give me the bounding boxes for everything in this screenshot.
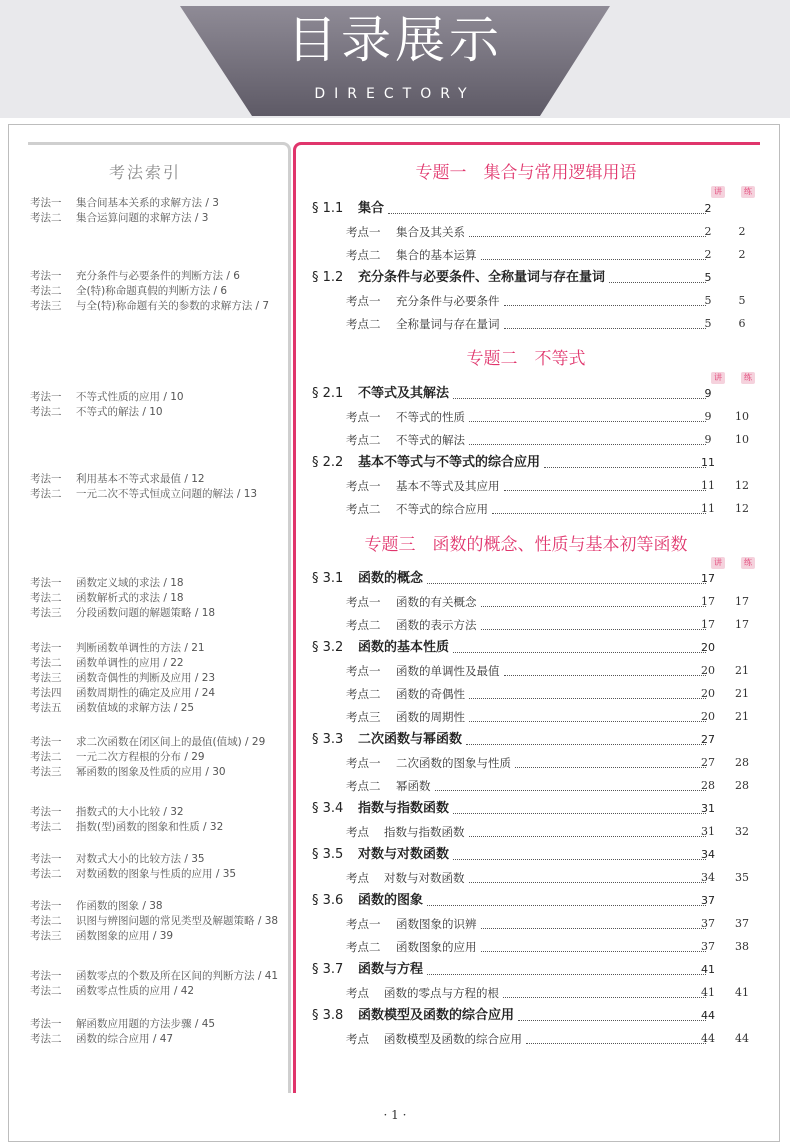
index-item-label: 考法二 bbox=[30, 751, 62, 763]
point-title: 二次函数的图象与性质 bbox=[396, 753, 515, 773]
toc-point-row[interactable] bbox=[346, 499, 754, 519]
index-item-text: 与全(特)称命题有关的参数的求解方法 / 7 bbox=[76, 300, 270, 312]
point-label: 考点 bbox=[346, 1032, 369, 1046]
index-item-text: 全(特)称命题真假的判断方法 / 6 bbox=[76, 285, 228, 297]
point-label: 考点二 bbox=[346, 317, 381, 331]
index-item-label: 考法一 bbox=[30, 1018, 62, 1030]
section-title: 函数的基本性质 bbox=[358, 638, 453, 658]
index-item-label: 考法一 bbox=[30, 391, 62, 403]
page-jiang: 34 bbox=[701, 848, 715, 861]
index-item-text: 一元二次方程根的分布 / 29 bbox=[76, 751, 205, 763]
section-number: § 3.5 bbox=[312, 847, 344, 862]
toc-section-row[interactable] bbox=[312, 384, 754, 404]
index-item-text: 分段函数问题的解题策略 / 18 bbox=[76, 607, 216, 619]
index-item bbox=[30, 488, 257, 501]
index-item-text: 函数图象的应用 / 39 bbox=[76, 930, 174, 942]
index-item-label: 考法一 bbox=[30, 473, 62, 485]
index-item bbox=[30, 406, 163, 419]
section-title: 函数与方程 bbox=[358, 960, 427, 980]
point-label: 考点二 bbox=[346, 779, 381, 793]
page-jiang: 20 bbox=[701, 664, 715, 677]
point-label: 考点 bbox=[346, 825, 369, 839]
index-item-label: 考法二 bbox=[30, 285, 62, 297]
index-item-label: 考法三 bbox=[30, 672, 62, 684]
jiang-chip: 讲 bbox=[711, 186, 725, 198]
index-item bbox=[30, 270, 240, 283]
toc-section-row[interactable] bbox=[312, 569, 754, 589]
page-jiang: 27 bbox=[701, 756, 715, 769]
index-item-text: 作函数的图象 / 38 bbox=[76, 900, 163, 912]
toc-section-row[interactable] bbox=[312, 730, 754, 750]
page-jiang: 11 bbox=[701, 456, 715, 469]
page-jiang: 2 bbox=[704, 202, 712, 215]
index-item-text: 对数式大小的比较方法 / 35 bbox=[76, 853, 205, 865]
page-jiang: 37 bbox=[701, 940, 715, 953]
page-lian: 37 bbox=[735, 917, 749, 930]
toc-point-row[interactable] bbox=[346, 684, 754, 704]
page-lian: 12 bbox=[735, 502, 749, 515]
page-lian: 41 bbox=[735, 986, 749, 999]
page-lian: 28 bbox=[735, 756, 749, 769]
toc-point-row[interactable] bbox=[346, 753, 754, 773]
index-item bbox=[30, 672, 215, 685]
index-item-label: 考法一 bbox=[30, 642, 62, 654]
toc-section-row[interactable] bbox=[312, 199, 754, 219]
index-item-text: 函数周期性的确定及应用 / 24 bbox=[76, 687, 216, 699]
page-lian: 5 bbox=[738, 294, 746, 307]
point-title: 不等式的综合应用 bbox=[396, 499, 492, 519]
point-title: 函数的周期性 bbox=[396, 707, 469, 727]
index-item-label: 考法二 bbox=[30, 821, 62, 833]
toc-point-row[interactable] bbox=[346, 407, 754, 427]
lian-chip: 练 bbox=[741, 557, 755, 569]
jiang-chip: 讲 bbox=[711, 372, 725, 384]
point-title: 函数的表示方法 bbox=[396, 615, 481, 635]
section-number: § 1.1 bbox=[312, 201, 344, 216]
index-item bbox=[30, 657, 184, 670]
page-lian: 17 bbox=[735, 618, 749, 631]
index-item-label: 考法五 bbox=[30, 702, 62, 714]
lian-chip: 练 bbox=[741, 186, 755, 198]
toc-point-row[interactable] bbox=[346, 707, 754, 727]
index-item-text: 集合间基本关系的求解方法 / 3 bbox=[76, 197, 219, 209]
index-item-label: 考法二 bbox=[30, 406, 62, 418]
index-item bbox=[30, 687, 215, 700]
index-item-label: 考法三 bbox=[30, 766, 62, 778]
dot-leader bbox=[453, 644, 706, 653]
point-title: 集合及其关系 bbox=[396, 222, 469, 242]
index-item-text: 函数单调性的应用 / 22 bbox=[76, 657, 184, 669]
toc-point-row[interactable] bbox=[346, 245, 754, 265]
dot-leader bbox=[481, 621, 706, 630]
index-item-text: 不等式性质的应用 / 10 bbox=[76, 391, 184, 403]
dot-leader bbox=[469, 713, 706, 722]
dot-leader bbox=[469, 690, 706, 699]
point-label: 考点一 bbox=[346, 595, 381, 609]
index-item bbox=[30, 868, 236, 881]
index-item bbox=[30, 473, 205, 486]
index-item-text: 充分条件与必要条件的判断方法 / 6 bbox=[76, 270, 240, 282]
toc-section-row[interactable] bbox=[312, 960, 754, 980]
index-item-label: 考法一 bbox=[30, 900, 62, 912]
index-item-text: 指数式的大小比较 / 32 bbox=[76, 806, 184, 818]
index-item-text: 判断函数单调性的方法 / 21 bbox=[76, 642, 205, 654]
topic-title: 专题一 集合与常用逻辑用语 bbox=[415, 163, 637, 183]
point-title: 函数的零点与方程的根 bbox=[384, 983, 503, 1003]
point-label: 考点 bbox=[346, 986, 369, 1000]
index-item-label: 考法四 bbox=[30, 687, 62, 699]
point-title: 充分条件与必要条件 bbox=[396, 291, 504, 311]
dot-leader bbox=[481, 251, 706, 260]
page-jiang: 20 bbox=[701, 687, 715, 700]
toc-point-row[interactable] bbox=[346, 1029, 754, 1049]
index-item bbox=[30, 985, 194, 998]
index-item bbox=[30, 1018, 215, 1031]
page-jiang: 44 bbox=[701, 1032, 715, 1045]
dot-leader bbox=[481, 598, 706, 607]
page-lian: 10 bbox=[735, 410, 749, 423]
point-title: 函数模型及函数的综合应用 bbox=[384, 1029, 526, 1049]
index-item-label: 考法二 bbox=[30, 488, 62, 500]
toc-section-row[interactable] bbox=[312, 1006, 754, 1026]
directory-banner bbox=[0, 0, 790, 118]
section-title: 基本不等式与不等式的综合应用 bbox=[358, 453, 544, 473]
dot-leader bbox=[427, 897, 706, 906]
index-item-label: 考法一 bbox=[30, 853, 62, 865]
index-item bbox=[30, 391, 184, 404]
point-title: 函数的奇偶性 bbox=[396, 684, 469, 704]
toc-section-row[interactable] bbox=[312, 453, 754, 473]
jiang-chip: 讲 bbox=[711, 557, 725, 569]
dot-leader bbox=[609, 274, 706, 283]
index-item-text: 不等式的解法 / 10 bbox=[76, 406, 163, 418]
page-jiang: 31 bbox=[701, 825, 715, 838]
page-jiang: 44 bbox=[701, 1009, 715, 1022]
page-lian: 6 bbox=[738, 317, 746, 330]
point-label: 考点二 bbox=[346, 618, 381, 632]
topic-title: 专题三 函数的概念、性质与基本初等函数 bbox=[364, 535, 688, 555]
point-title: 不等式的性质 bbox=[396, 407, 469, 427]
toc-point-row[interactable] bbox=[346, 314, 754, 334]
point-label: 考点二 bbox=[346, 687, 381, 701]
section-title: 函数的概念 bbox=[358, 569, 427, 589]
point-title: 函数图象的识辨 bbox=[396, 914, 481, 934]
dot-leader bbox=[515, 759, 706, 768]
toc-point-row[interactable] bbox=[346, 661, 754, 681]
index-item-label: 考法二 bbox=[30, 657, 62, 669]
dot-leader bbox=[504, 297, 706, 306]
dot-leader bbox=[503, 989, 706, 998]
toc-point-row[interactable] bbox=[346, 222, 754, 242]
index-item bbox=[30, 1033, 173, 1046]
point-label: 考点一 bbox=[346, 479, 381, 493]
dot-leader bbox=[388, 205, 706, 214]
page-lian: 2 bbox=[738, 248, 746, 261]
point-title: 幂函数 bbox=[396, 776, 435, 796]
point-title: 函数的有关概念 bbox=[396, 592, 481, 612]
index-item-label: 考法一 bbox=[30, 806, 62, 818]
section-title: 函数的图象 bbox=[358, 891, 427, 911]
index-item-text: 函数奇偶性的判断及应用 / 23 bbox=[76, 672, 216, 684]
dot-leader bbox=[518, 1012, 706, 1021]
index-item-text: 求二次函数在闭区间上的最值(值域) / 29 bbox=[76, 736, 266, 748]
page-jiang: 11 bbox=[701, 479, 715, 492]
index-item bbox=[30, 736, 265, 749]
index-item bbox=[30, 821, 223, 834]
banner-subtitle: DIRECTORY bbox=[314, 86, 476, 102]
page-jiang: 17 bbox=[701, 618, 715, 631]
index-item-text: 识图与辨图问题的常见类型及解题策略 / 38 bbox=[76, 915, 279, 927]
index-item-text: 函数值域的求解方法 / 25 bbox=[76, 702, 195, 714]
point-label: 考点一 bbox=[346, 917, 381, 931]
index-item bbox=[30, 930, 173, 943]
toc-point-row[interactable] bbox=[346, 914, 754, 934]
page-lian: 44 bbox=[735, 1032, 749, 1045]
index-item-text: 函数零点的个数及所在区间的判断方法 / 41 bbox=[76, 970, 279, 982]
section-number: § 2.2 bbox=[312, 455, 344, 470]
point-label: 考点 bbox=[346, 871, 369, 885]
page-lian: 10 bbox=[735, 433, 749, 446]
page-lian: 2 bbox=[738, 225, 746, 238]
dot-leader bbox=[526, 1035, 706, 1044]
page-lian: 21 bbox=[735, 664, 749, 677]
point-title: 指数与指数函数 bbox=[384, 822, 469, 842]
dot-leader bbox=[466, 736, 706, 745]
index-item-label: 考法二 bbox=[30, 915, 62, 927]
page-jiang: 20 bbox=[701, 710, 715, 723]
index-item bbox=[30, 607, 215, 620]
dot-leader bbox=[469, 828, 706, 837]
index-item-text: 幂函数的图象及性质的应用 / 30 bbox=[76, 766, 226, 778]
section-title: 不等式及其解法 bbox=[358, 384, 453, 404]
dot-leader bbox=[544, 459, 706, 468]
toc-section-row[interactable] bbox=[312, 268, 754, 288]
index-item-label: 考法二 bbox=[30, 1033, 62, 1045]
point-label: 考点一 bbox=[346, 225, 381, 239]
section-number: § 3.7 bbox=[312, 962, 344, 977]
page-lian: 17 bbox=[735, 595, 749, 608]
index-item-label: 考法三 bbox=[30, 300, 62, 312]
index-title: 考法索引 bbox=[108, 163, 181, 182]
toc-point-row[interactable] bbox=[346, 868, 754, 888]
index-item-text: 函数零点性质的应用 / 42 bbox=[76, 985, 195, 997]
dot-leader bbox=[481, 920, 706, 929]
index-item bbox=[30, 300, 269, 313]
point-label: 考点一 bbox=[346, 664, 381, 678]
index-item-label: 考法二 bbox=[30, 592, 62, 604]
index-item-text: 利用基本不等式求最值 / 12 bbox=[76, 473, 205, 485]
page-jiang: 20 bbox=[701, 641, 715, 654]
section-number: § 3.3 bbox=[312, 732, 344, 747]
point-label: 考点二 bbox=[346, 248, 381, 262]
index-item-label: 考法三 bbox=[30, 607, 62, 619]
page-jiang: 34 bbox=[701, 871, 715, 884]
page-jiang: 9 bbox=[704, 410, 712, 423]
section-title: 函数模型及函数的综合应用 bbox=[358, 1006, 518, 1026]
section-title: 指数与指数函数 bbox=[358, 799, 453, 819]
point-title: 全称量词与存在量词 bbox=[396, 314, 504, 334]
dot-leader bbox=[453, 805, 706, 814]
section-title: 充分条件与必要条件、全称量词与存在量词 bbox=[358, 268, 609, 288]
index-item bbox=[30, 592, 184, 605]
index-item bbox=[30, 642, 205, 655]
index-item-text: 指数(型)函数的图象和性质 / 32 bbox=[76, 821, 224, 833]
page-jiang: 28 bbox=[701, 779, 715, 792]
topic-title: 专题二 不等式 bbox=[466, 349, 586, 369]
toc-point-row[interactable] bbox=[346, 476, 754, 496]
page-jiang: 2 bbox=[704, 248, 712, 261]
index-item bbox=[30, 751, 205, 764]
index-item-label: 考法一 bbox=[30, 577, 62, 589]
point-label: 考点二 bbox=[346, 433, 381, 447]
toc-point-row[interactable] bbox=[346, 592, 754, 612]
page-lian: 35 bbox=[735, 871, 749, 884]
index-item-label: 考法二 bbox=[30, 985, 62, 997]
index-item bbox=[30, 806, 184, 819]
index-item-text: 函数解析式的求法 / 18 bbox=[76, 592, 184, 604]
dot-leader bbox=[481, 943, 706, 952]
point-label: 考点二 bbox=[346, 940, 381, 954]
section-number: § 3.4 bbox=[312, 801, 344, 816]
point-title: 不等式的解法 bbox=[396, 430, 469, 450]
page-jiang: 5 bbox=[704, 294, 712, 307]
index-item bbox=[30, 766, 226, 779]
toc-point-row[interactable] bbox=[346, 615, 754, 635]
dot-leader bbox=[469, 228, 706, 237]
page-jiang: 2 bbox=[704, 225, 712, 238]
page-jiang: 37 bbox=[701, 894, 715, 907]
section-number: § 3.8 bbox=[312, 1008, 344, 1023]
section-number: § 2.1 bbox=[312, 386, 344, 401]
index-item-text: 函数定义域的求法 / 18 bbox=[76, 577, 184, 589]
toc-section-row[interactable] bbox=[312, 799, 754, 819]
index-item bbox=[30, 702, 194, 715]
page-jiang: 11 bbox=[701, 502, 715, 515]
index-item-label: 考法一 bbox=[30, 736, 62, 748]
page-lian: 28 bbox=[735, 779, 749, 792]
index-item bbox=[30, 285, 227, 298]
page-jiang: 9 bbox=[704, 433, 712, 446]
index-item bbox=[30, 915, 278, 928]
index-item-label: 考法二 bbox=[30, 868, 62, 880]
point-label: 考点一 bbox=[346, 294, 381, 308]
page-jiang: 41 bbox=[701, 986, 715, 999]
point-title: 函数图象的应用 bbox=[396, 937, 481, 957]
toc-point-row[interactable] bbox=[346, 430, 754, 450]
dot-leader bbox=[504, 320, 706, 329]
index-item-label: 考法三 bbox=[30, 930, 62, 942]
point-title: 基本不等式及其应用 bbox=[396, 476, 504, 496]
point-label: 考点一 bbox=[346, 410, 381, 424]
index-item-text: 集合运算问题的求解方法 / 3 bbox=[76, 212, 209, 224]
page-jiang: 37 bbox=[701, 917, 715, 930]
index-item-label: 考法一 bbox=[30, 970, 62, 982]
page-jiang: 31 bbox=[701, 802, 715, 815]
dot-leader bbox=[453, 390, 706, 399]
toc-section-row[interactable] bbox=[312, 638, 754, 658]
toc-point-row[interactable] bbox=[346, 937, 754, 957]
page-jiang: 27 bbox=[701, 733, 715, 746]
point-title: 对数与对数函数 bbox=[384, 868, 469, 888]
section-number: § 3.6 bbox=[312, 893, 344, 908]
dot-leader bbox=[504, 482, 706, 491]
toc-section-row[interactable] bbox=[312, 891, 754, 911]
dot-leader bbox=[469, 413, 706, 422]
point-label: 考点二 bbox=[346, 502, 381, 516]
page-jiang: 9 bbox=[704, 387, 712, 400]
index-item bbox=[30, 197, 219, 210]
index-item bbox=[30, 853, 205, 866]
index-item-label: 考法一 bbox=[30, 270, 62, 282]
banner-title: 目录展示 bbox=[287, 11, 503, 69]
point-title: 函数的单调性及最值 bbox=[396, 661, 504, 681]
dot-leader bbox=[453, 851, 706, 860]
point-label: 考点一 bbox=[346, 756, 381, 770]
page-lian: 32 bbox=[735, 825, 749, 838]
page-lian: 12 bbox=[735, 479, 749, 492]
page-lian: 21 bbox=[735, 687, 749, 700]
index-item-text: 一元二次不等式恒成立问题的解法 / 13 bbox=[76, 488, 258, 500]
dot-leader bbox=[469, 874, 706, 883]
lian-chip: 练 bbox=[741, 372, 755, 384]
index-item-label: 考法二 bbox=[30, 212, 62, 224]
index-item bbox=[30, 577, 184, 590]
dot-leader bbox=[469, 436, 706, 445]
index-item-label: 考法一 bbox=[30, 197, 62, 209]
section-number: § 3.1 bbox=[312, 571, 344, 586]
page-jiang: 17 bbox=[701, 595, 715, 608]
point-label: 考点三 bbox=[346, 710, 381, 724]
page-jiang: 5 bbox=[704, 317, 712, 330]
dot-leader bbox=[492, 505, 706, 514]
section-title: 二次函数与幂函数 bbox=[358, 730, 466, 750]
page-jiang: 41 bbox=[701, 963, 715, 976]
toc-point-row[interactable] bbox=[346, 291, 754, 311]
toc-point-row[interactable] bbox=[346, 776, 754, 796]
point-title: 集合的基本运算 bbox=[396, 245, 481, 265]
dot-leader bbox=[435, 782, 706, 791]
section-number: § 1.2 bbox=[312, 270, 344, 285]
section-title: 对数与对数函数 bbox=[358, 845, 453, 865]
page-lian: 38 bbox=[735, 940, 749, 953]
toc-point-row[interactable] bbox=[346, 822, 754, 842]
dot-leader bbox=[427, 966, 706, 975]
index-item-text: 解函数应用题的方法步骤 / 45 bbox=[76, 1018, 216, 1030]
index-item bbox=[30, 212, 208, 225]
section-title: 集合 bbox=[358, 199, 388, 219]
page-number: · 1 · bbox=[383, 1108, 407, 1122]
page-lian: 21 bbox=[735, 710, 749, 723]
index-item-text: 对数函数的图象与性质的应用 / 35 bbox=[76, 868, 237, 880]
page-jiang: 5 bbox=[704, 271, 712, 284]
index-item bbox=[30, 900, 163, 913]
page-jiang: 17 bbox=[701, 572, 715, 585]
section-number: § 3.2 bbox=[312, 640, 344, 655]
dot-leader bbox=[504, 667, 706, 676]
index-item-text: 函数的综合应用 / 47 bbox=[76, 1033, 174, 1045]
index-item bbox=[30, 970, 278, 983]
dot-leader bbox=[427, 575, 706, 584]
toc-point-row[interactable] bbox=[346, 983, 754, 1003]
toc-section-row[interactable] bbox=[312, 845, 754, 865]
